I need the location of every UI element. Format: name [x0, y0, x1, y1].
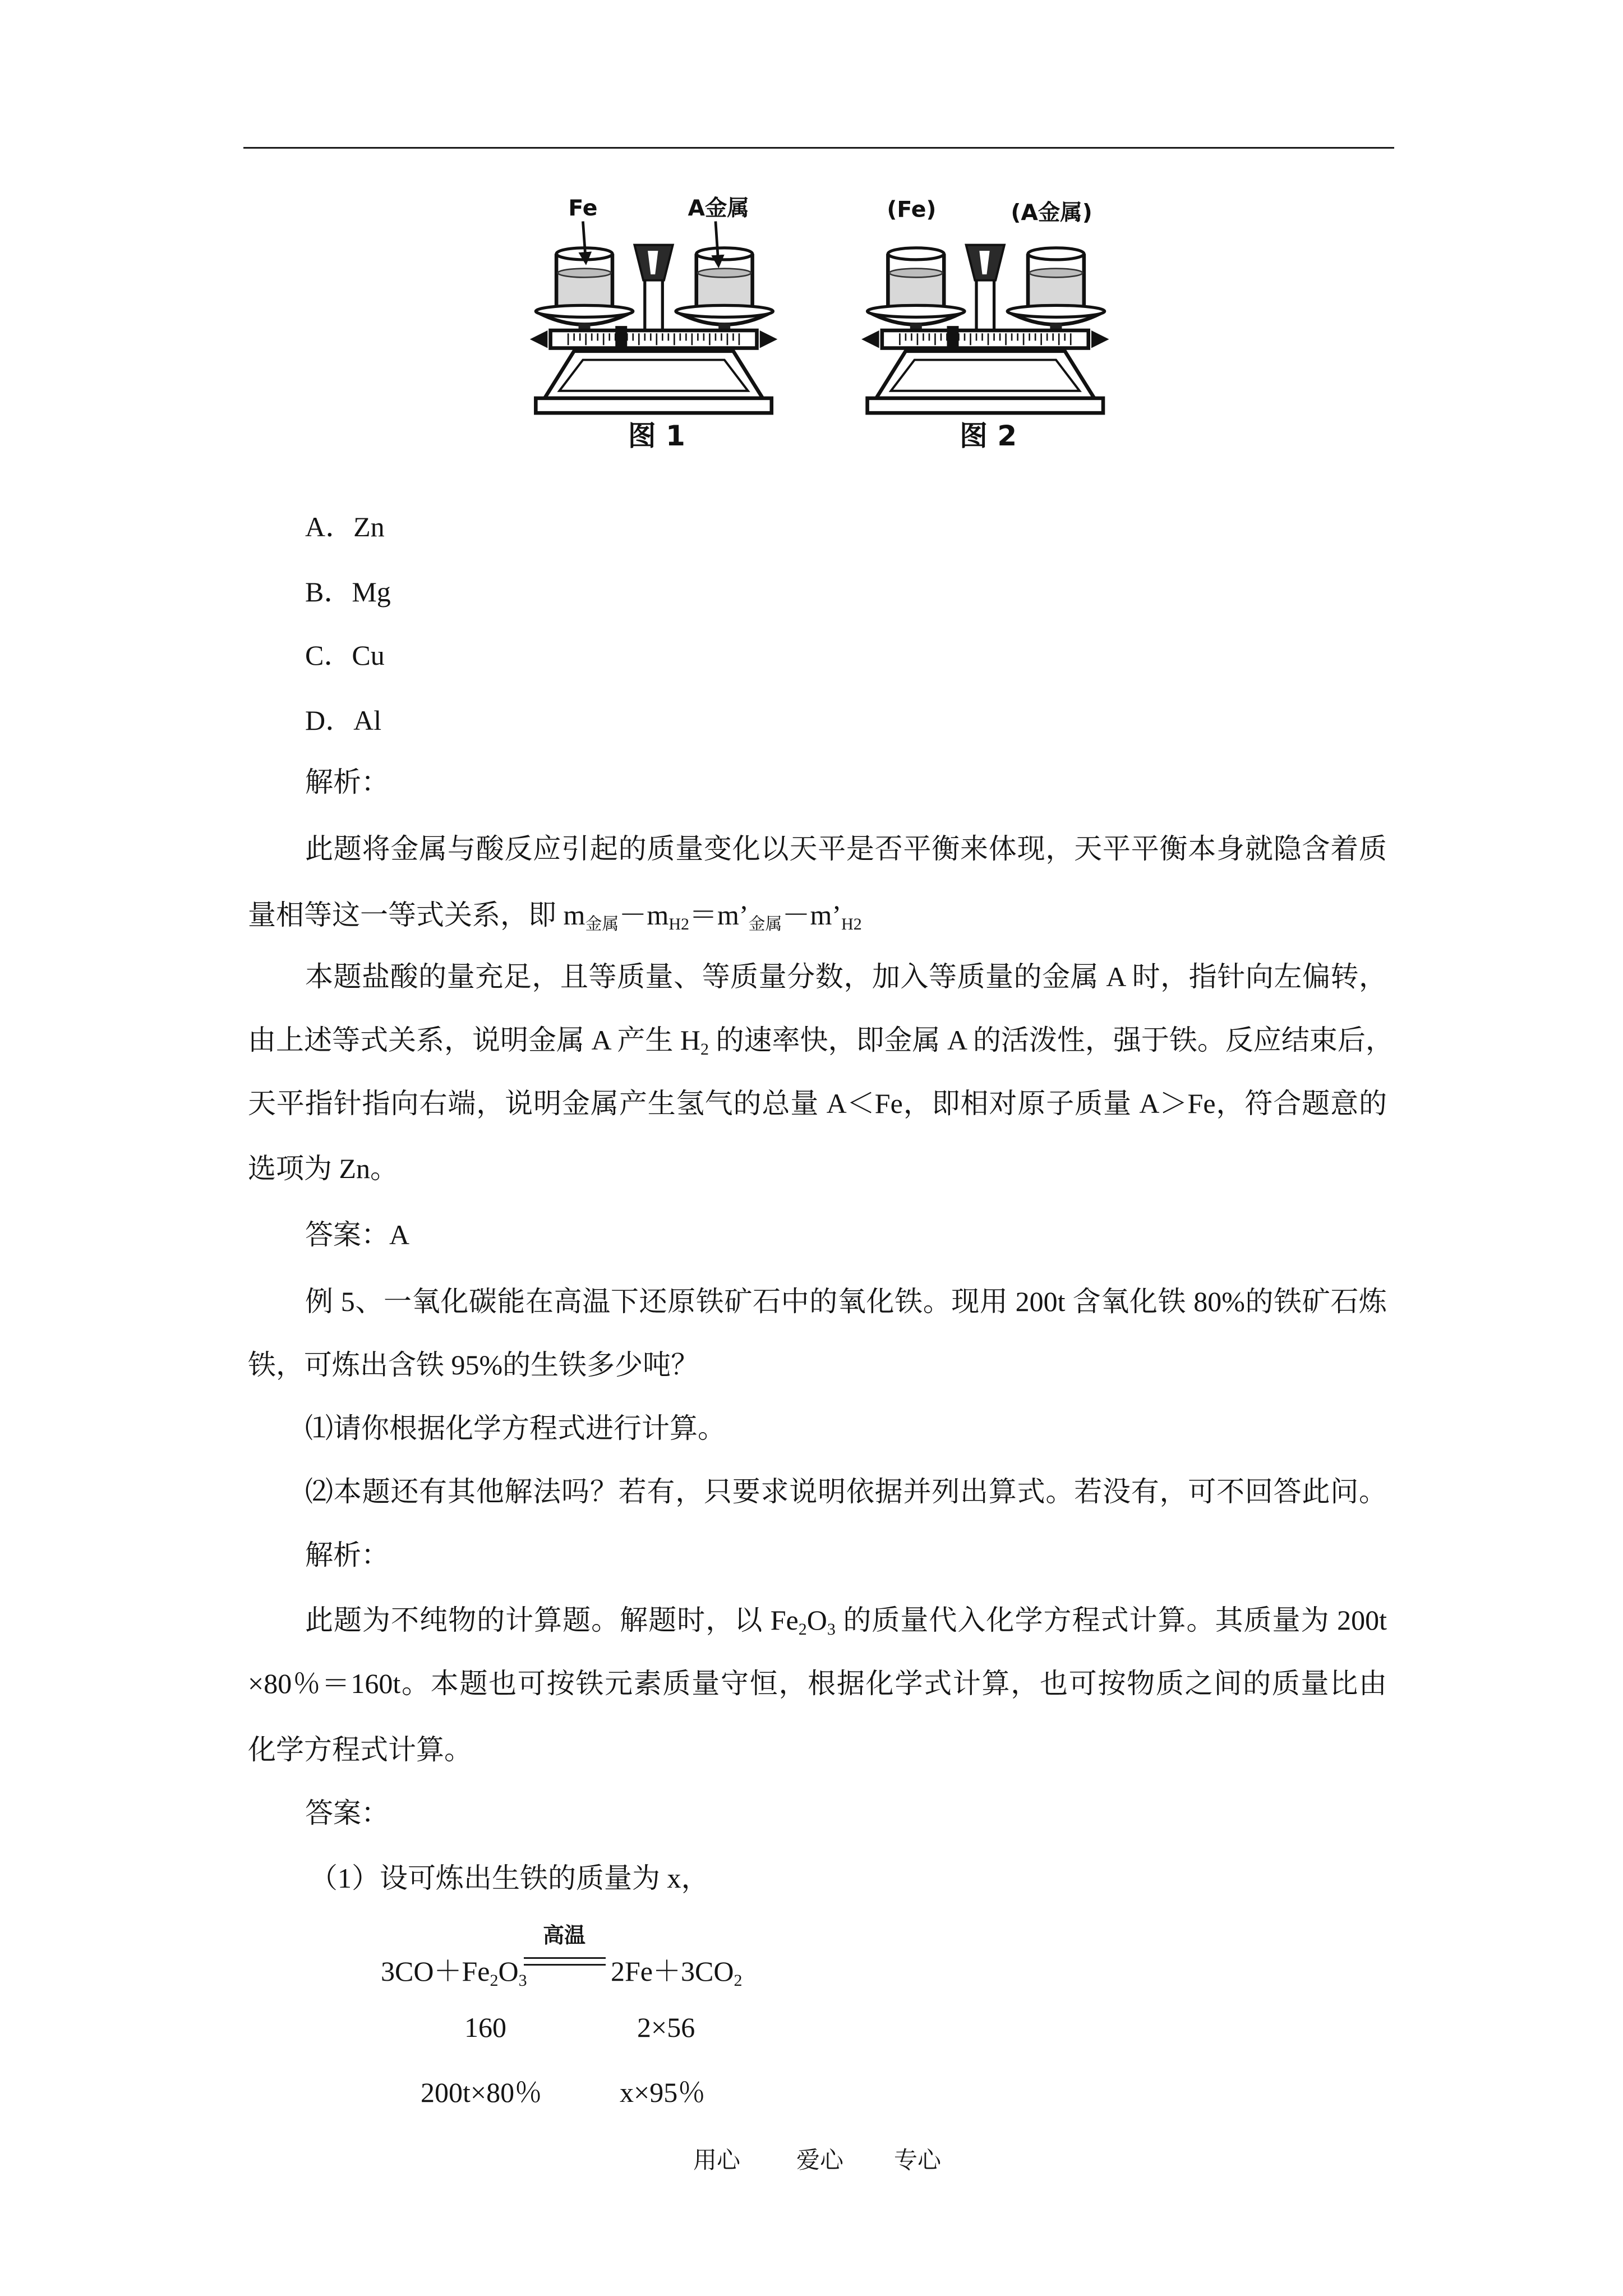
amount-left: 200t×80％ — [421, 2077, 543, 2108]
equation-products: 2Fe＋3CO2 — [611, 1955, 743, 1990]
balance-scale-2 — [861, 245, 1109, 413]
equation-line-bottom — [524, 1964, 606, 1966]
text-line: 本题盐酸的量充足，且等质量、等质量分数，加入等质量的金属 A 时，指针向左偏转， — [305, 961, 1387, 992]
reaction-condition: 高温 — [543, 1923, 586, 1948]
fig2-caption: 图 2 — [960, 419, 1017, 452]
mass-left: 160 — [464, 2012, 506, 2043]
analysis-heading: 解析： — [305, 766, 389, 798]
footer-text-1: 用心 — [693, 2148, 741, 2174]
text-line-formula: 量相等这一等式关系，即 m金属－mH2＝m’金属－m’H2 — [248, 899, 862, 933]
fig2-left-label: (Fe) — [887, 196, 937, 223]
fig1-left-label: Fe — [568, 195, 598, 222]
text-line: 化学方程式计算。 — [248, 1734, 472, 1765]
text-line: 此题为不纯物的计算题。解题时，以 Fe2O3 的质量代入化学方程式计算。其质量为 200t — [305, 1604, 1387, 1639]
example-question-cont: 铁，可炼出含铁 95%的生铁多少吨？ — [248, 1349, 699, 1381]
footer-text-2: 爱心 — [796, 2148, 844, 2174]
sub-question-1: ⑴请你根据化学方程式进行计算。 — [305, 1412, 726, 1444]
answer-line: 答案：A — [305, 1219, 410, 1250]
text-line: ×80％＝160t。本题也可按铁元素质量守恒，根据化学式计算，也可按物质之间的质量比由 — [248, 1668, 1387, 1699]
analysis-heading: 解析： — [305, 1539, 389, 1571]
fig1-right-label: A金属 — [688, 195, 749, 222]
answer-heading: 答案： — [305, 1797, 389, 1829]
amount-right: x×95％ — [620, 2077, 706, 2108]
text-line: 此题将金属与酸反应引起的质量变化以天平是否平衡来体现，天平平衡本身就隐含着质 — [305, 833, 1387, 864]
option-a: A．Zn — [305, 511, 385, 542]
option-d: D．Al — [305, 705, 382, 736]
fig2-right-label: (A金属) — [1011, 199, 1092, 226]
option-b: B．Mg — [305, 576, 391, 608]
option-c: C．Cu — [305, 639, 385, 671]
equation-reactants: 3CO＋Fe2O3 — [381, 1955, 527, 1990]
fig1-caption: 图 1 — [628, 419, 685, 452]
text-line: 由上述等式关系，说明金属 A 产生 H2 的速率快，即金属 A 的活泼性，强于铁。反应结束后， — [248, 1024, 1394, 1059]
footer-text-3: 专心 — [894, 2148, 942, 2174]
mass-right: 2×56 — [637, 2012, 695, 2043]
equation-line-top — [524, 1957, 606, 1959]
balance-figures — [524, 192, 1128, 457]
example-question: 例 5、一氧化碳能在高温下还原铁矿石中的氧化铁。现用 200t 含氧化铁 80%的铁矿石炼 — [305, 1286, 1387, 1317]
text-line: 天平指针指向右端，说明金属产生氢气的总量 A＜Fe，即相对原子质量 A＞Fe，符合题意的 — [248, 1088, 1387, 1119]
sub-question-2: ⑵本题还有其他解法吗？若有，只要求说明依据并列出算式。若没有，可不回答此问。 — [305, 1476, 1387, 1507]
solution-step-1: （1）设可炼出生铁的质量为 x， — [310, 1862, 709, 1894]
balance-scale-1 — [530, 245, 777, 413]
header-rule — [243, 147, 1394, 149]
text-line: 选项为 Zn。 — [248, 1153, 399, 1184]
